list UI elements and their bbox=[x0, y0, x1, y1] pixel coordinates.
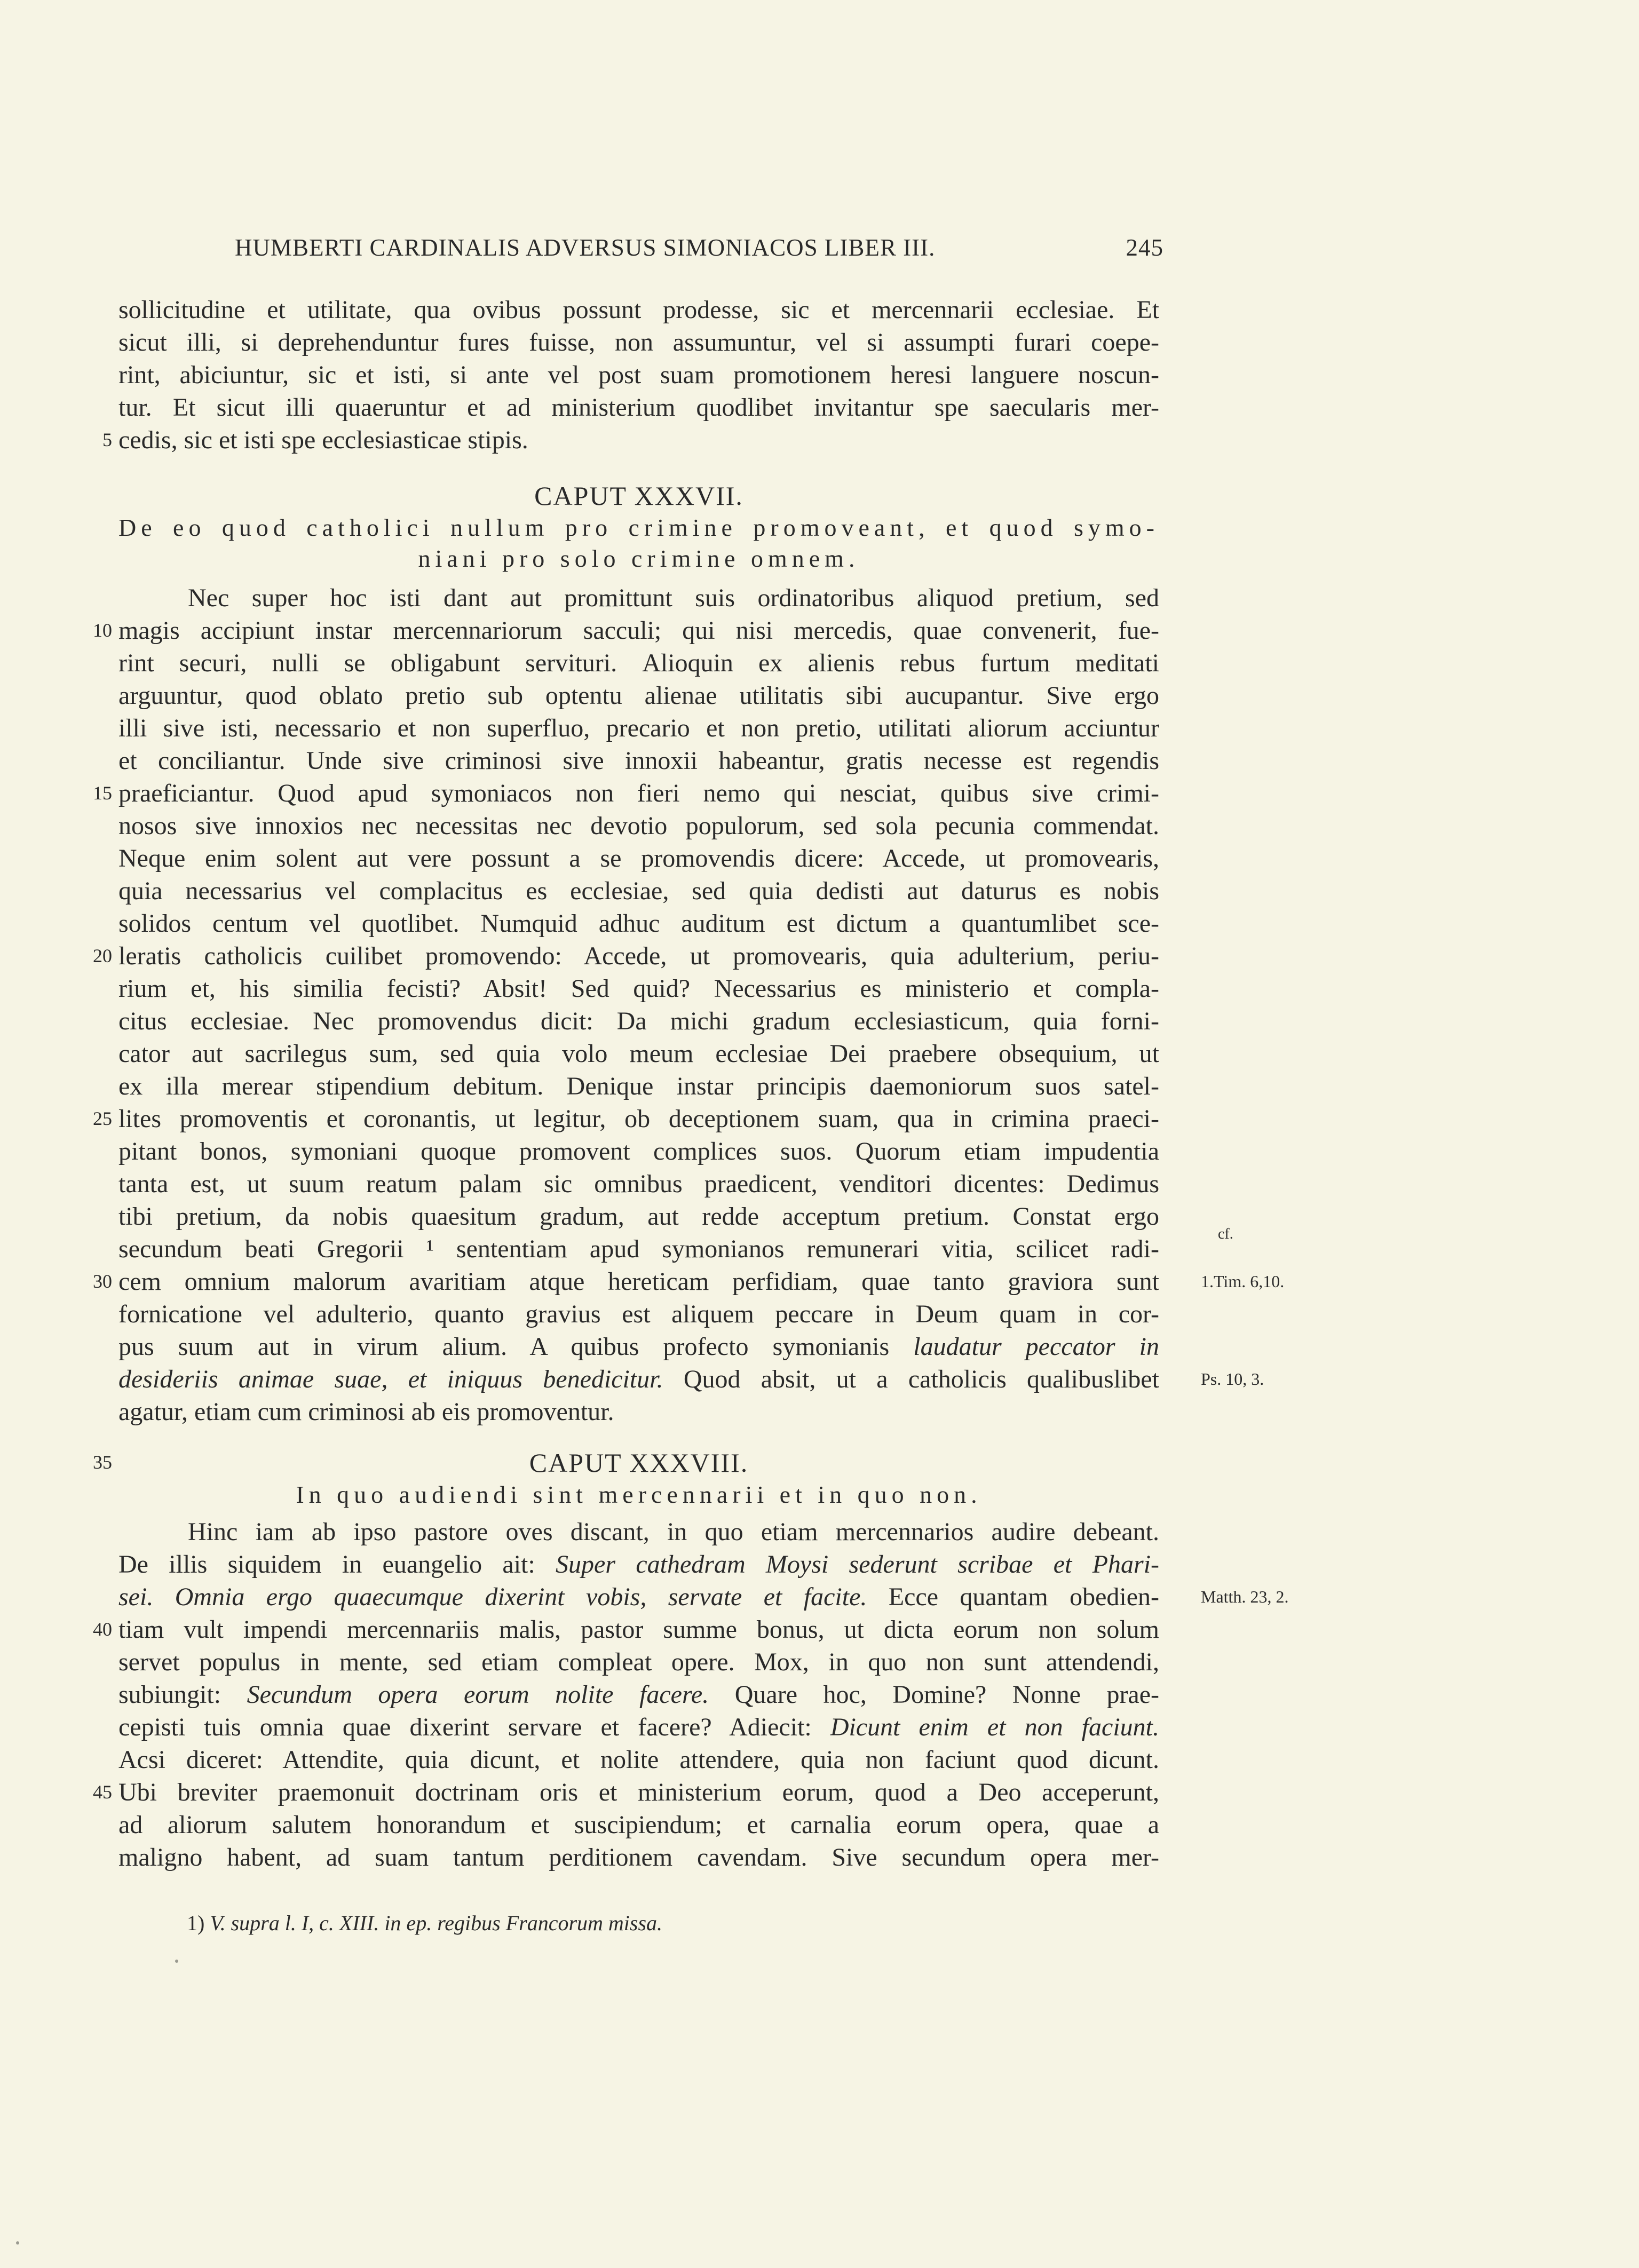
text-line: pitant bonos, symoniani quoque promovent complices suos. Quorum etiam impudentia bbox=[118, 1137, 1159, 1165]
chapter-title: CAPUT XXXVIII. bbox=[529, 1448, 749, 1478]
margin-reference: 1.Tim. 6,10. bbox=[1201, 1272, 1285, 1291]
text-line: rint securi, nulli se obligabunt serviturі. Alioquin ex alienis rebus furtum meditati bbox=[118, 649, 1159, 677]
text-line: lites promoventis et coronantis, ut legitur, ob deceptionem suam, qua in crimina praeci- bbox=[118, 1105, 1159, 1133]
paper-speck bbox=[175, 1960, 178, 1963]
text-line: Acsi diceret: Attendite, quia dicunt, et nolite attendere, quia non faciunt quod dicunt. bbox=[118, 1746, 1159, 1774]
text-line: leratis catholicis cuilibet promovendo: Accede, ut promovearis, quia adulterium, periu- bbox=[118, 942, 1159, 970]
text-line: pus suum aut in virum alium. A quibus profecto symonianis laudatur peccator in bbox=[118, 1333, 1160, 1361]
text-line: citus ecclesiae. Nec promovendus dicit: Da michi gradum ecclesiasticum, quia forni- bbox=[118, 1007, 1159, 1035]
paper-speck bbox=[16, 2241, 19, 2245]
text-line: secundum beati Gregorii ¹ sententiam apud symonianos remunerari vitia, scilicet radi- bbox=[118, 1235, 1159, 1263]
chapter-subtitle: De eo quod catholici nullum pro crimine promoveant, et quod symo- bbox=[118, 514, 1159, 541]
text-line: desideriis animae suae, et iniquus benedicitur. Quod absit, ut a catholicis qualibuslibet bbox=[118, 1365, 1160, 1393]
line-number: 40 bbox=[93, 1619, 112, 1640]
text-line: servet populus in mente, sed etiam compleat opere. Mox, in quo non sunt attendendi, bbox=[118, 1648, 1159, 1676]
line-number: 15 bbox=[93, 782, 112, 804]
text-line: Ubi breviter praemonuit doctrinam oris et ministerium eorum, quod a Deo acceperunt, bbox=[118, 1778, 1159, 1806]
paragraph-continuation bbox=[102, 294, 1272, 456]
text-line: agatur, etiam cum criminosi ab eis promoventur. bbox=[118, 1398, 614, 1426]
running-title: HUMBERTI CARDINALIS ADVERSUS SIMONIACOS LIBER III. bbox=[235, 234, 936, 261]
line-number: 35 bbox=[93, 1452, 112, 1473]
text-line: Hinc iam ab ipso pastore oves discant, in quo etiam mercennarios audire debeant. bbox=[188, 1518, 1159, 1546]
text-line: Nec super hoc isti dant aut promittunt suis ordinatoribus aliquod pretium, sed bbox=[188, 584, 1159, 612]
text-line: Neque enim solent aut vere possunt a se promovendis dicere: Accede, ut promovearis, bbox=[118, 844, 1159, 873]
text-line: ex illa merear stipendium debitum. Denique instar principis daemoniorum suos satel- bbox=[118, 1072, 1159, 1100]
text-line: illi sive isti, necessario et non superfluo, precario et non pretio, utilitati aliorum acciuntur bbox=[118, 714, 1159, 742]
text-line: magis accipiunt instar mercennariorum sacculi; qui nisi mercedis, quae convenerit, fue- bbox=[118, 616, 1159, 645]
line-number: 5 bbox=[102, 429, 112, 450]
chapter-38-body bbox=[93, 1516, 1289, 1874]
chapter-subtitle: In quo audiendi sint mercennarii et in quo non. bbox=[296, 1481, 982, 1508]
text-line: sollicitudine et utilitate, qua ovibus possunt prodesse, sic et mercennarii ecclesiae. Et bbox=[118, 296, 1159, 324]
line-number: 20 bbox=[93, 945, 112, 966]
margin-reference: cf. bbox=[1218, 1226, 1233, 1242]
page-number: 245 bbox=[1126, 234, 1163, 261]
text-line: nosos sive innoxios nec necessitas nec devotio populorum, sed sola pecunia commendat. bbox=[118, 812, 1159, 840]
text-line: et conciliantur. Unde sive criminosi sive innoxii habeantur, gratis necesse est regendis bbox=[118, 747, 1159, 775]
text-line: rium et, his similia fecisti? Absit! Sed quid? Necessarius es ministerio et compla- bbox=[118, 974, 1159, 1003]
chapter-title: CAPUT XXXVII. bbox=[534, 481, 743, 511]
running-header bbox=[235, 234, 1163, 261]
text-line: quia necessarius vel complacitus es ecclesiae, sed quia dedisti aut daturus es nobis bbox=[118, 877, 1159, 905]
text-line: De illis siquidem in euangelio ait: Super cathedram Moysi sederunt scribae et Phari- bbox=[118, 1550, 1160, 1579]
text-line: maligno habent, ad suam tantum perditionem cavendam. Sive secundum opera mer- bbox=[118, 1843, 1159, 1872]
text-line: tanta est, ut suum reatum palam sic omnibus praedicent, venditori dicentes: Dedimus bbox=[118, 1170, 1159, 1198]
footnote-text: V. supra l. I, c. XIII. in ep. regibus Francorum missa. bbox=[210, 1911, 663, 1935]
margin-reference: Ps. 10, 3. bbox=[1201, 1369, 1264, 1389]
text-line: fornicatione vel adulterio, quanto gravius est aliquem peccare in Deum quam in cor- bbox=[118, 1300, 1159, 1328]
margin-reference: Matth. 23, 2. bbox=[1201, 1587, 1289, 1606]
text-line: tibi pretium, da nobis quaesitum gradum, aut redde acceptum pretium. Constat ergo bbox=[118, 1202, 1159, 1231]
chapter-38-heading bbox=[93, 1446, 1272, 1510]
text-line: cator aut sacrilegus sum, sed quia volo meum ecclesiae Dei praebere obsequium, ut bbox=[118, 1040, 1159, 1068]
line-number: 25 bbox=[93, 1108, 112, 1129]
text-line: arguuntur, quod oblato pretio sub optentu alienae utilitatis sibi aucupantur. Sive ergo bbox=[118, 681, 1159, 710]
line-number: 45 bbox=[93, 1781, 112, 1803]
footnote-number: 1) bbox=[187, 1911, 205, 1935]
chapter-37-body bbox=[93, 582, 1285, 1428]
text-line: cepisti tuis omnia quae dixerint servare et facere? Adiecit: Dicunt enim et non faciunt. bbox=[118, 1713, 1160, 1741]
chapter-subtitle: niani pro solo crimine omnem. bbox=[418, 545, 860, 572]
text-line: tiam vult impendi mercennariis malis, pastor summe bonus, ut dicta eorum non solum bbox=[118, 1615, 1159, 1644]
text-line: solidos centum vel quotlibet. Numquid adhuc auditum est dictum a quantumlibet sce- bbox=[118, 909, 1159, 938]
footnote bbox=[187, 1910, 662, 1936]
text-line: tur. Et sicut illi quaeruntur et ad ministerium quodlibet invitantur spe saecularis mer- bbox=[118, 393, 1159, 422]
text-line: cedis, sic et isti spe ecclesiasticae stipis. bbox=[118, 426, 528, 454]
line-number: 10 bbox=[93, 620, 112, 641]
chapter-37-heading bbox=[118, 479, 1272, 574]
text-line: subiungit: Secundum opera eorum nolite facere. Quare hoc, Domine? Nonne prae- bbox=[118, 1680, 1160, 1709]
text-line: rint, abiciuntur, sic et isti, si ante vel post suam promotionem heresi languere noscun- bbox=[118, 361, 1159, 389]
text-line: sei. Omnia ergo quaecumque dixerint vobis, servate et facite. Ecce quantam obedien- bbox=[118, 1583, 1159, 1611]
text-line: ad aliorum salutem honorandum et suscipiendum; et carnalia eorum opera, quae a bbox=[118, 1811, 1159, 1839]
text-line: praeficiantur. Quod apud symoniacos non fieri nemo qui nesciat, quibus sive crimi- bbox=[118, 779, 1159, 807]
line-number: 30 bbox=[93, 1271, 112, 1292]
text-line: cem omnium malorum avaritiam atque hereticam perfidiam, quae tanto graviora sunt bbox=[118, 1267, 1159, 1296]
text-line: sicut illi, si deprehenduntur fures fuisse, non assumuntur, vel si assumpti furari coepe- bbox=[118, 328, 1159, 356]
